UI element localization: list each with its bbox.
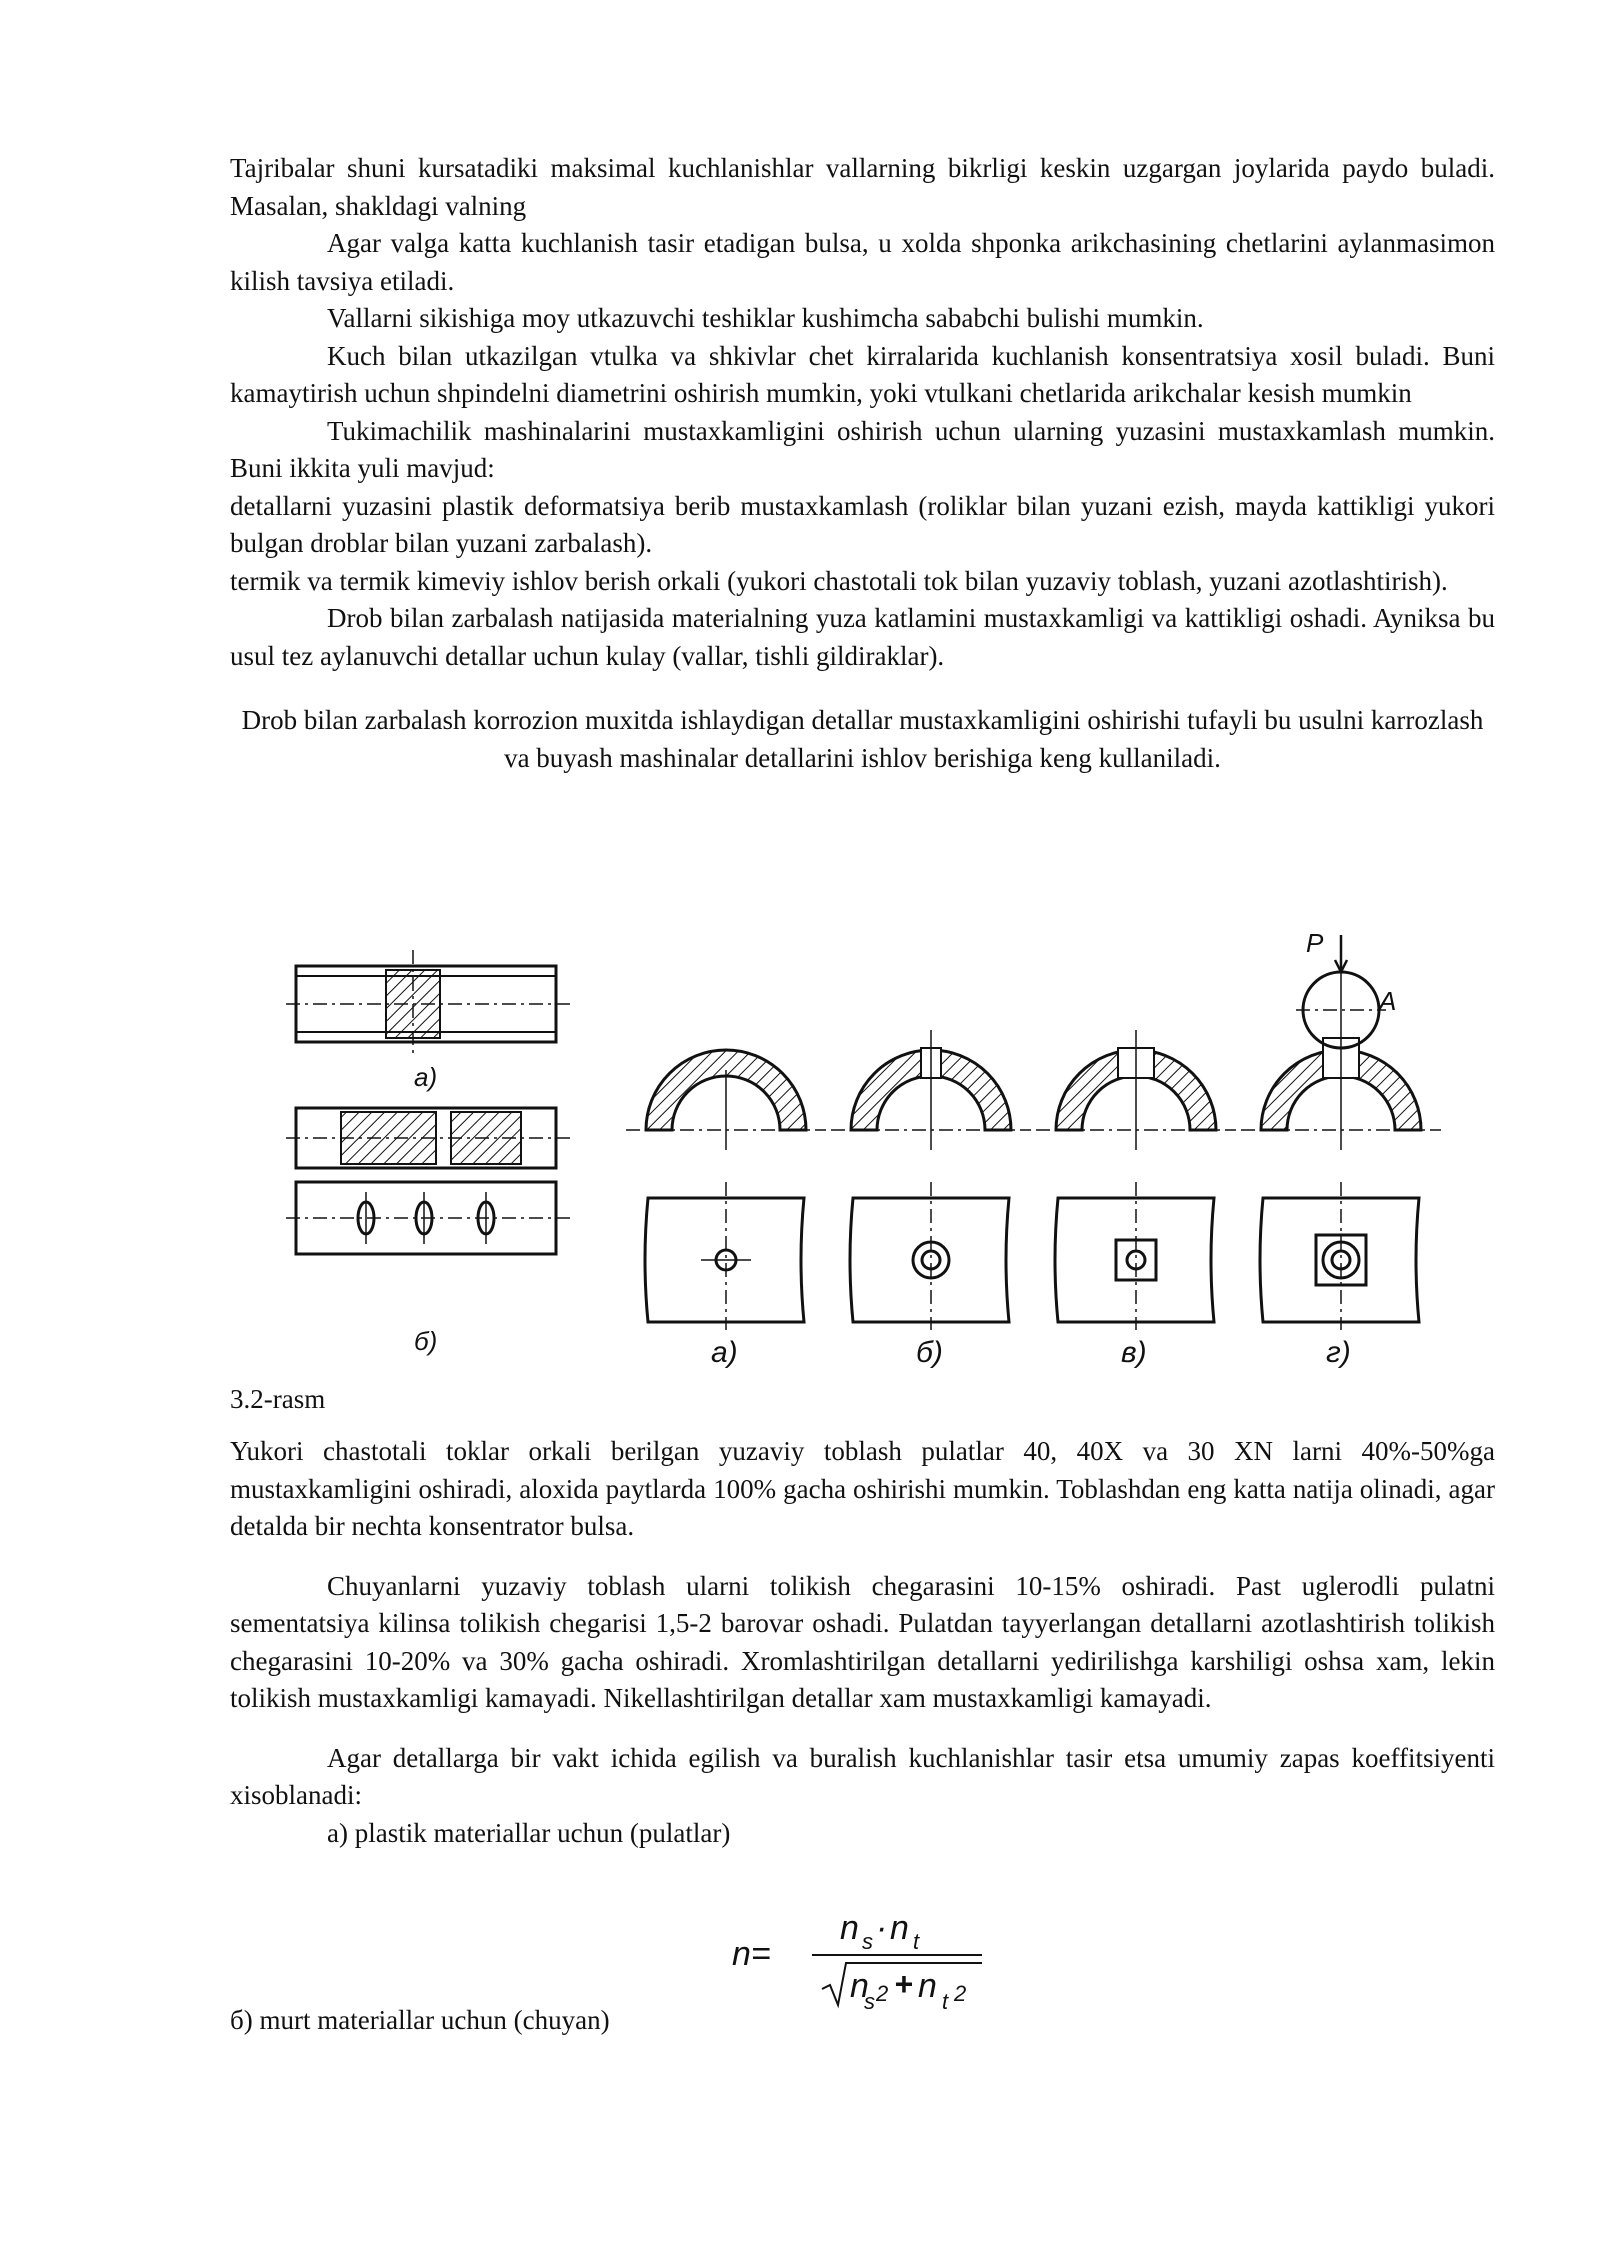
formula-ns: n: [840, 1909, 859, 1947]
paragraph-10: Yukori chastotali toklar orkali berilgan yuzaviy toblash pulatlar 40, 40X va 30 XN larni 40%-50%ga mustaxkamligini oshiradi, aloxida paytlarda 100% gacha oshirishi mumkin. Toblashdan eng katta natija olinadi, agar detalda bir nechta konsentrator bulsa.: [230, 1436, 1495, 1541]
paragraph-8: Drob bilan zarbalash natijasida materialning yuza katlamini mustaxkamligi va kattikligi oshadi. Ayniksa bu usul tez aylanuvchi detallar uchun kulay (vallar, tishli gildiraklar).: [230, 603, 1495, 671]
bushing-section-v: [1036, 1030, 1236, 1150]
technical-figure: [286, 930, 1476, 1370]
figure-label-a: a): [711, 1336, 738, 1369]
formula-nt-sub: t: [913, 1929, 920, 1954]
text-block-2: [230, 1433, 1495, 1852]
plan-view-a: [645, 1182, 804, 1330]
paragraph-1: Tajribalar shuni kursatadiki maksimal kuchlanishlar vallarning bikrligi keskin uzgargan joylarida paydo buladi. Masalan, shakldagi valning: [230, 153, 1495, 221]
paragraph-11: Chuyanlarni yuzaviy toblash ularni tolikish chegarasini 10-15% oshiradi. Past uglerodli pulatni sementatsiya kilinsa tolikish chegarisi 1,5-2 barovar oshadi. Pulatdan tayyerlangan detallarni azotlashtirish tolikish chegarasini 10-20% va 30% gacha oshiradi. Xromlashtirilgan detallarni yedirilishga karshiligi oshsa xam, lekin tolikish mustaxkamligi kamayadi. Nikellashtirilgan detallar xam mustaxkamligi kamayadi.: [230, 1570, 1495, 1713]
paragraph-4: Kuch bilan utkazilgan vtulka va shkivlar chet kirralarida kuchlanish konsentratsiya xosil buladi. Buni kamaytirish uchun shpindelni diametrini oshirish mumkin, yoki vtulkani chetlarida arikchalar kesish mumkin: [230, 340, 1495, 408]
bushing-section-a: [626, 1050, 826, 1150]
paragraph-7: termik va termik kimeviy ishlov berish orkali (yukori chastotali tok bilan yuzaviy toblash, yuzani azotlashtirish).: [230, 565, 1448, 596]
bushing-section-b: [831, 1030, 1031, 1150]
figure-caption: 3.2-rasm: [230, 1384, 326, 1414]
paragraph-14: б) murt materiallar uchun (chuyan): [230, 2005, 610, 2035]
shaft-drawing-b: [286, 1108, 571, 1254]
paragraph-12: Agar detallarga bir vakt ichida egilish va buralish kuchlanishlar tasir etsa umumiy zapas koeffitsiyenti xisoblanadi:: [230, 1742, 1495, 1810]
paragraph-3: Vallarni sikishiga moy utkazuvchi teshiklar kushimcha sababchi bulishi mumkin.: [327, 303, 1204, 333]
figure-label-g: г): [1326, 1336, 1351, 1369]
text-block-1: [230, 150, 1495, 804]
formula-den-nt-sub: t: [942, 1989, 949, 2014]
formula-nt: n: [890, 1909, 909, 1947]
figure-label-left-bottom: б): [414, 1326, 438, 1356]
formula-den-ns-sup: 2: [876, 1981, 889, 2006]
paragraph-13: a) plastik materiallar uchun (pulatlar): [327, 1817, 731, 1848]
formula-den-nt: n: [918, 1967, 937, 2005]
formula-den-nt-sup: 2: [954, 1981, 967, 2006]
formula-den-ns-sub: s: [864, 1989, 875, 2014]
formula-dot: ·: [876, 1909, 888, 1947]
figure-label-force: P: [1306, 930, 1324, 958]
figure-label-left-top: a): [414, 1062, 438, 1092]
shaft-drawing-a: [286, 950, 571, 1055]
plan-view-b: [850, 1182, 1009, 1330]
formula-plus: +: [894, 1966, 913, 2002]
plan-view-g: [1260, 1182, 1419, 1330]
paragraph-6: detallarni yuzasini plastik deformatsiya berib mustaxkamlash (roliklar bilan yuzani ezish, mayda kattikligi yukori bulgan droblar bilan yuzani zarbalash).: [230, 490, 1495, 558]
figure-label-point: A: [1379, 986, 1397, 1016]
formula-den-ns: n: [850, 1967, 869, 2005]
paragraph-2: Agar valga katta kuchlanish tasir etadigan bulsa, u xolda shponka arikchasining chetlarini aylanmasimon kilish tavsiya etiladi.: [230, 228, 1495, 296]
paragraph-9: Drob bilan zarbalash korrozion muxitda ishlaydigan detallar mustaxkamligini oshirishi tufayli bu usulni karrozlash va buyash mashinalar detallarini ishlov berishiga keng kullaniladi.: [241, 705, 1484, 773]
safety-factor-formula: [730, 1905, 1030, 2015]
formula-lhs: n=: [732, 1935, 771, 1973]
figure-label-v: в): [1121, 1336, 1147, 1369]
plan-view-v: [1055, 1182, 1214, 1330]
formula-ns-sub: s: [862, 1929, 873, 1954]
bushing-section-g: [1241, 935, 1441, 1150]
figure-label-b: б): [916, 1336, 943, 1369]
paragraph-5: Tukimachilik mashinalarini mustaxkamligini oshirish uchun ularning yuzasini mustaxkamlash mumkin. Buni ikkita yuli mavjud:: [230, 415, 1495, 483]
